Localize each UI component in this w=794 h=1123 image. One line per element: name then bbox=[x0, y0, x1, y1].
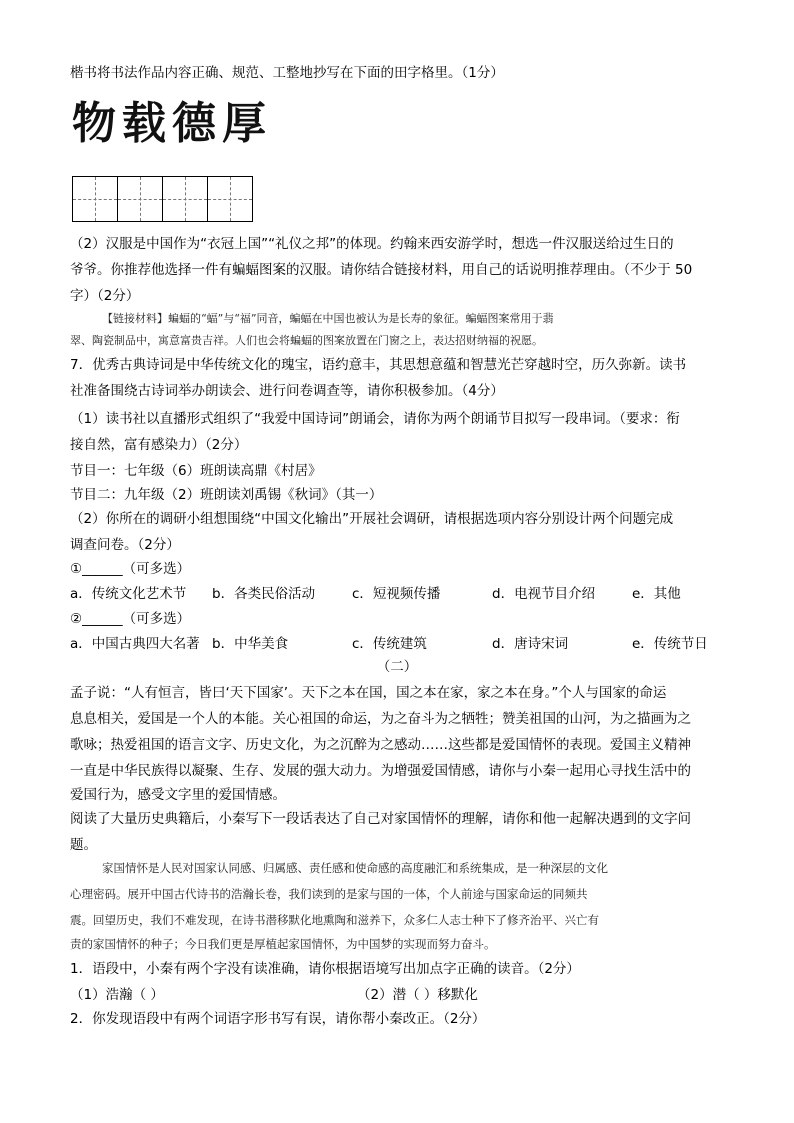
question-text: 字）（2分） bbox=[70, 288, 140, 304]
pinyin-blank-2: （2）潜（ ）移默化 bbox=[357, 987, 478, 1003]
option: e．传统节日 bbox=[632, 636, 708, 652]
program-one: 节目一：七年级（6）班朗读高鼎《村居》 bbox=[70, 463, 322, 479]
grid-cell[interactable] bbox=[117, 176, 163, 222]
option: e．其他 bbox=[632, 586, 681, 602]
passage-text: 一直是中华民族得以凝聚、生存、发展的强大动力。为增强爱国情感，请你与小秦一起用心寻找生活中的 bbox=[70, 763, 691, 779]
option: c．传统建筑 bbox=[352, 636, 427, 652]
link-material: 【链接材料】蝙蝠的“蝠”与“福”同音，蝙蝠在中国也被认为是长寿的象征。蝙蝠图案常用于翡 bbox=[102, 312, 554, 325]
survey-question-2: ②______（可多选） bbox=[70, 611, 191, 627]
grid-cell[interactable] bbox=[162, 176, 208, 222]
excerpt-text: 震。回望历史，我们不难发现，在诗书潜移默化地熏陶和滋养下，众多仁人志士种下了修齐治平、兴亡有 bbox=[70, 913, 599, 927]
option: a．中国古典四大名著 bbox=[70, 636, 200, 652]
passage-text: 歌咏；热爱祖国的语言文字、历史文化，为之沉醉为之感动……这些都是爱国情怀的表现。爱国主义精神 bbox=[70, 737, 691, 753]
passage-text: 题。 bbox=[70, 837, 97, 853]
grid-cell[interactable] bbox=[72, 176, 118, 222]
survey-question-1: ①______（可多选） bbox=[70, 561, 191, 577]
instruction-text: 楷书将书法作品内容正确、规范、工整地抄写在下面的田字格里。（1分） bbox=[70, 65, 504, 81]
option: c．短视频传播 bbox=[352, 586, 441, 602]
option: d．唐诗宋词 bbox=[492, 636, 569, 652]
question-text: 社准备围绕古诗词举办朗读会、进行问卷调查等，请你积极参加。（4分） bbox=[70, 383, 504, 399]
pinyin-blank-1: （1）浩瀚（ ） bbox=[70, 987, 164, 1003]
excerpt-text: 心理密码。展开中国古代诗书的浩瀚长卷，我们读到的是家与国的一体，个人前途与国家命运的同频共 bbox=[70, 887, 588, 901]
calligraphy-artwork: 物载德厚 bbox=[72, 98, 272, 149]
passage-text: 息息相关，爱国是一个人的本能。关心祖国的命运，为之奋斗为之牺牲；赞美祖国的山河，为之描画为之 bbox=[70, 711, 691, 727]
question-text: 调查问卷。（2分） bbox=[70, 537, 180, 553]
program-two: 节目二：九年级（2）班朗读刘禹锡《秋词》（其一） bbox=[70, 487, 383, 503]
question-7: 7．优秀古典诗词是中华传统文化的瑰宝，语约意丰，其思想意蕴和智慧光芒穿越时空，历久弥新。读书 bbox=[70, 357, 687, 373]
section-heading: （二） bbox=[376, 659, 418, 675]
excerpt-text: 家国情怀是人民对国家认同感、归属感、责任感和使命感的高度融汇和系统集成，是一种深层的文化 bbox=[102, 861, 608, 875]
subquestion-2: 2．你发现语段中有两个词语字形书写有误，请你帮小秦改正。（2分） bbox=[70, 1011, 486, 1027]
grid-cell[interactable] bbox=[207, 176, 253, 222]
option: d．电视节目介绍 bbox=[492, 586, 596, 602]
subquestion-1: 1．语段中，小秦有两个字没有读准确，请你根据语境写出加点字正确的读音。（2分） bbox=[70, 961, 580, 977]
option: a．传统文化艺术节 bbox=[70, 586, 187, 602]
passage-text: 孟子说：“人有恒言，皆曰‘天下国家’。天下之本在国，国之本在家，家之本在身。”个人与国家的命运 bbox=[70, 685, 667, 701]
option: b．各类民俗活动 bbox=[212, 586, 316, 602]
option: b．中华美食 bbox=[212, 636, 289, 652]
question-text: （2）汉服是中国作为“衣冠上国”“礼仪之邦”的体现。约翰来西安游学时，想选一件汉服送给过生日的 bbox=[70, 236, 674, 252]
excerpt-text: 责的家国情怀的种子；今日我们更是厚植起家国情怀，为中国梦的实现而努力奋斗。 bbox=[70, 937, 496, 951]
passage-text: 爱国行为，感受文字里的爱国情感。 bbox=[70, 787, 286, 803]
question-text: （2）你所在的调研小组想围绕“中国文化输出”开展社会调研，请根据选项内容分别设计两个问题完成 bbox=[70, 511, 674, 527]
question-text: 爷爷。你推荐他选择一件有蝙蝠图案的汉服。请你结合链接材料，用自己的话说明推荐理由。（不少于 50 bbox=[70, 262, 693, 278]
passage-text: 阅读了大量历史典籍后，小秦写下一段话表达了自己对家国情怀的理解，请你和他一起解决遇到的文字问 bbox=[70, 811, 691, 827]
question-text: 接自然，富有感染力）（2分） bbox=[70, 437, 248, 453]
question-text: （1）读书社以直播形式组织了“我爱中国诗词”朗诵会，请你为两个朗诵节目拟写一段串词。（要求：衔 bbox=[70, 411, 680, 427]
tianzige-grid bbox=[72, 176, 252, 222]
link-material: 翠、陶瓷制品中，寓意富贵吉祥。人们也会将蝙蝠的图案放置在门窗之上，表达招财纳福的祝愿。 bbox=[70, 334, 543, 347]
